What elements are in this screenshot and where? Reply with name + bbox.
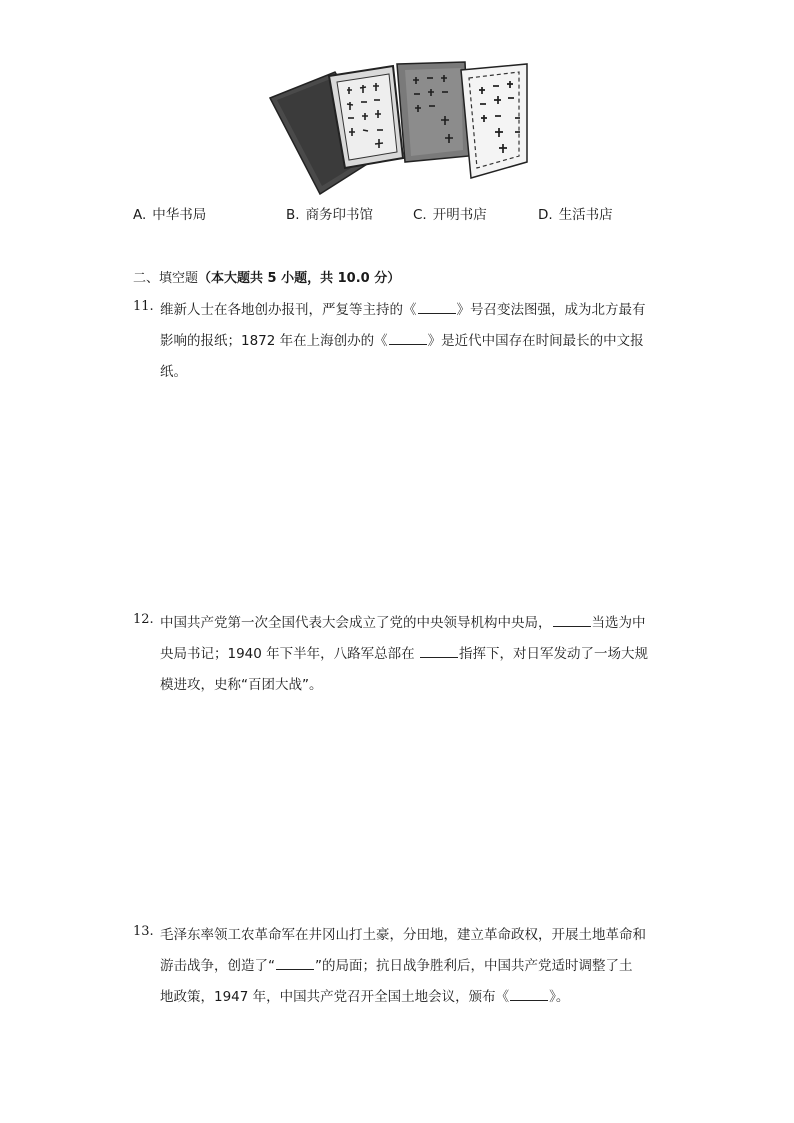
question-line [160, 329, 644, 349]
answer-blank[interactable] [276, 955, 314, 970]
option-d-text: 生活书店 [558, 207, 613, 223]
books-photo [265, 58, 530, 195]
question-text: 纸。 [160, 364, 187, 380]
question-text: 模进攻，史称“百团大战”。 [160, 677, 323, 693]
question-12 [133, 608, 663, 698]
question-text: 》号召变法图强，成为北方最有 [456, 302, 646, 318]
option-a-text: 中华书局 [152, 207, 207, 223]
question-line [160, 298, 646, 318]
question-text: 影响的报纸；1872 年在上海创办的《 [160, 333, 388, 349]
question-number: 13. [133, 924, 154, 939]
question-text: 中国共产党第一次全国代表大会成立了党的中央领导机构中央局， [160, 615, 552, 631]
option-d [538, 203, 613, 223]
option-b-text: 商务印书馆 [305, 207, 374, 223]
question-11 [133, 295, 663, 385]
option-a [133, 203, 206, 223]
question-text: 毛泽东率领工农革命军在井冈山打土豪，分田地，建立革命政权，开展土地革命和 [160, 927, 646, 943]
option-b [286, 203, 373, 223]
question-line [160, 611, 646, 631]
question-text: 地政策，1947 年，中国共产党召开全国土地会议，颁布《 [160, 989, 510, 1005]
question-text: 央局书记；1940 年下半年，八路军总部在 [160, 646, 419, 662]
question-number: 11. [133, 299, 154, 314]
question-line [160, 360, 187, 380]
question-line [160, 985, 569, 1005]
option-b-letter: B. [286, 207, 300, 223]
option-d-letter: D. [538, 207, 553, 223]
answer-blank[interactable] [510, 986, 548, 1001]
answer-blank[interactable] [553, 612, 591, 627]
question-line [160, 673, 323, 693]
answer-options [133, 203, 693, 225]
option-a-letter: A. [133, 207, 147, 223]
section-heading [133, 267, 400, 286]
question-line [160, 923, 646, 943]
question-text: 》是近代中国存在时间最长的中文报 [427, 333, 644, 349]
question-text: 游击战争，创造了“ [160, 958, 275, 974]
question-line [160, 642, 648, 662]
question-text: 》。 [549, 989, 570, 1005]
question-13 [133, 920, 663, 1010]
question-text: 指挥下，对日军发动了一场大规 [458, 646, 648, 662]
question-text: 当选为中 [591, 615, 646, 631]
question-line [160, 954, 633, 974]
question-text: 维新人士在各地创办报刊，严复等主持的《 [160, 302, 417, 318]
question-text: ”的局面；抗日战争胜利后，中国共产党适时调整了土 [315, 958, 633, 974]
answer-blank[interactable] [418, 299, 456, 314]
answer-blank[interactable] [389, 330, 427, 345]
option-c-letter: C. [413, 207, 427, 223]
option-c-text: 开明书店 [432, 207, 487, 223]
section-info: （本大题共 5 小题，共 10.0 分） [198, 271, 401, 286]
option-c [413, 203, 487, 223]
section-title: 二、填空题 [133, 271, 199, 286]
question-number: 12. [133, 612, 154, 627]
answer-blank[interactable] [420, 643, 458, 658]
